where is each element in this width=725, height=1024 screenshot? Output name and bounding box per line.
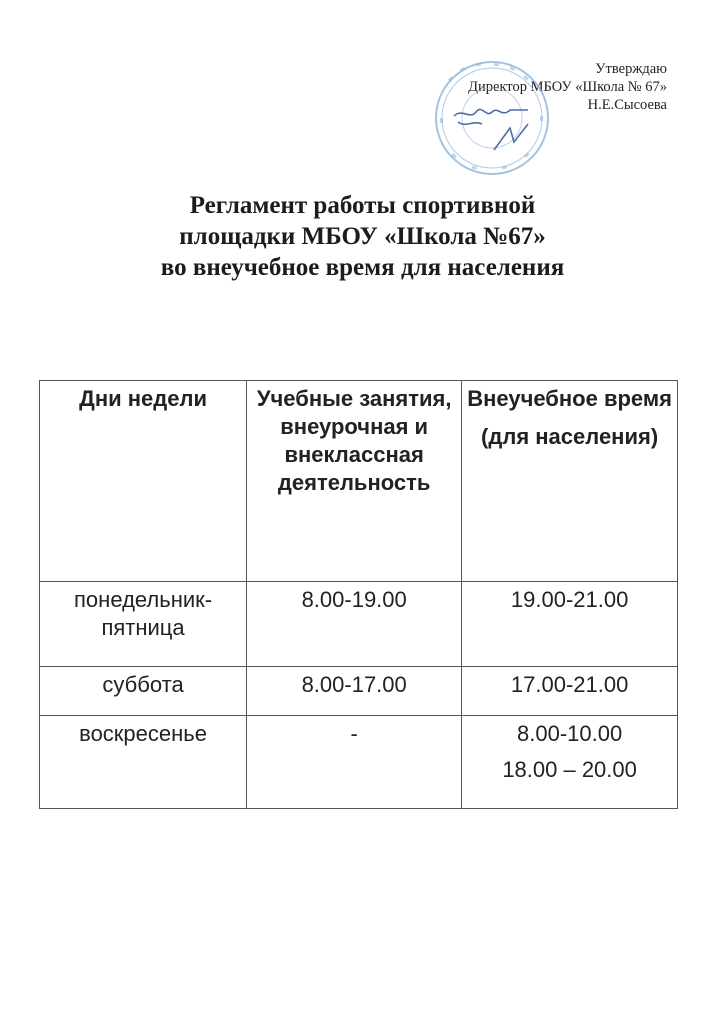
cell-extra — [462, 667, 678, 716]
header-days: Дни недели — [40, 381, 247, 582]
approval-label: Утверждаю — [595, 61, 667, 77]
header-extra-line-2: (для населения) — [481, 424, 659, 449]
header-extra-line-1: Внеучебное время — [467, 386, 672, 411]
cell-study: 8.00-17.00 — [247, 667, 462, 716]
page-title — [0, 190, 725, 283]
title-line-3: во внеучебное время для населения — [160, 254, 565, 281]
cell-day: понедельник-пятница — [40, 582, 247, 667]
schedule-table — [39, 380, 678, 809]
header-study: Учебные занятия, внеурочная и внеклассная деятельность — [247, 381, 462, 582]
table-header-row — [40, 381, 678, 582]
cell-day: воскресенье — [40, 716, 247, 809]
table-row — [40, 716, 678, 809]
header-extra — [462, 381, 678, 582]
approval-position: Директор МБОУ «Школа № 67» — [468, 79, 667, 95]
cell-extra — [462, 582, 678, 667]
cell-extra-line: 17.00-21.00 — [510, 672, 629, 697]
cell-day: суббота — [40, 667, 247, 716]
cell-extra-line: 8.00-10.00 — [517, 721, 623, 746]
table-row — [40, 582, 678, 667]
cell-extra-line: 18.00 – 20.00 — [502, 757, 637, 782]
approval-name: Н.Е.Сысоева — [587, 97, 667, 113]
cell-extra-line: 19.00-21.00 — [510, 587, 629, 612]
title-line-2: площадки МБОУ «Школа №67» — [179, 223, 546, 250]
signature-mark — [454, 109, 528, 150]
cell-extra — [462, 716, 678, 809]
school-seal-stamp — [432, 58, 552, 178]
title-line-1: Регламент работы спортивной — [189, 192, 536, 219]
cell-study: - — [247, 716, 462, 809]
cell-study: 8.00-19.00 — [247, 582, 462, 667]
table-row — [40, 667, 678, 716]
